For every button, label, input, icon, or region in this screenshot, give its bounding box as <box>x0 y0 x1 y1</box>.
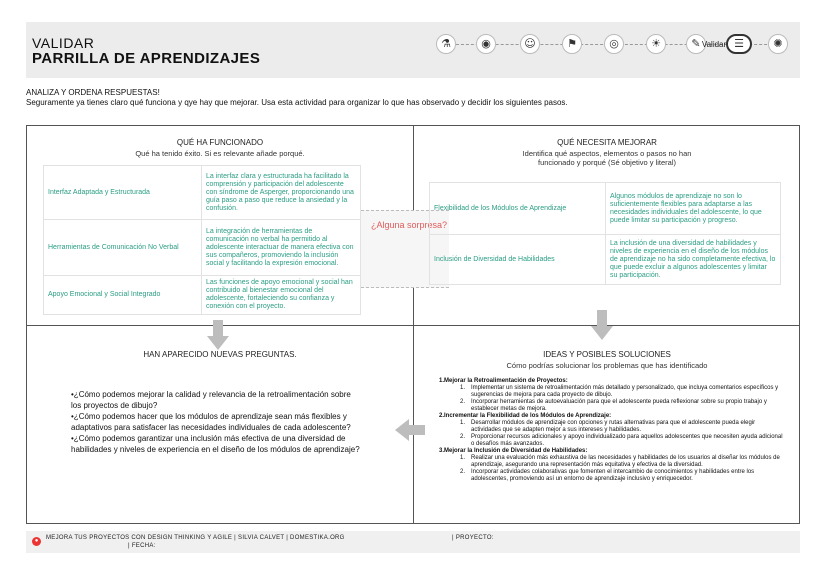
list-item <box>439 469 784 483</box>
flask-icon[interactable]: ⚗ <box>436 34 456 54</box>
list-item: •¿Cómo podemos hacer que los módulos de aprendizaje sean más flexibles y adaptativos para satisfacer las necesidades individuales de cada adolescente? <box>71 412 351 432</box>
lightbulb-icon[interactable]: ☀ <box>646 34 666 54</box>
worked-text[interactable]: La integración de herramientas de comunicación no verbal ha permitido al adolescente interactuar de manera efectiva con sus compañeros, promoviendo la inclusión social y facilitando la expresión emocional. <box>202 220 361 276</box>
worked-title: QUÉ HA FUNCIONADO <box>176 138 264 147</box>
item-number: 2. <box>459 434 465 440</box>
item-number: 1. <box>459 455 465 461</box>
questions-list <box>71 389 361 455</box>
signpost-icon[interactable]: ⚑ <box>562 34 582 54</box>
grid-divider-horizontal <box>27 325 799 326</box>
idea-heading: 1.Mejorar la Retroalimentación de Proyectos: <box>439 378 568 384</box>
target-icon[interactable]: ◎ <box>604 34 624 54</box>
worked-text[interactable]: Las funciones de apoyo emocional y social han contribuido al bienestar emocional del adolescente, fortaleciendo su confianza y conexión con el proyecto. <box>202 276 361 315</box>
people-icon[interactable]: ☺ <box>520 34 540 54</box>
item-text: Incorporar herramientas de autoevaluación para que el adolescente pueda reflexionar sobre su propio trabajo y establecer metas de mejora. <box>471 399 767 412</box>
improve-label[interactable]: Inclusión de Diversidad de Habilidades <box>430 235 606 285</box>
item-text: Incorporar actividades colaborativas que fomenten el intercambio de conocimientos y habilidades entre los adolescentes, promoviendo así un entorno de aprendizaje inclusivo y enriquecedor. <box>471 469 755 482</box>
item-number: 1. <box>459 385 465 391</box>
arrow-left-icon <box>395 419 425 441</box>
list-item <box>439 399 784 413</box>
worked-label[interactable]: Herramientas de Comunicación No Verbal <box>44 220 202 276</box>
list-item <box>439 434 784 448</box>
list-item: •¿Cómo podemos garantizar una inclusión más efectiva de una diversidad de habilidades y niveles de experiencia en el diseño de los módulos de aprendizaje? <box>71 434 360 454</box>
table-row <box>44 220 361 276</box>
page-title: PARRILLA DE APRENDIZAJES <box>32 50 261 67</box>
domestika-logo-icon: ● <box>32 537 41 546</box>
improve-subtitle-2: funcionado y porqué (Sé objetivo y literal) <box>538 158 676 167</box>
idea-heading: 2.Incrementar la Flexibilidad de los Módulos de Aprendizaje: <box>439 413 612 419</box>
table-row <box>44 166 361 220</box>
intro-text: Seguramente ya tienes claro qué funciona y qye hay que mejorar. Usa esta actividad para organizar lo que has observado y decidir los siguientes pasos. <box>26 98 568 107</box>
list-item <box>439 385 784 399</box>
brain-icon[interactable]: ◉ <box>476 34 496 54</box>
ideas-subtitle: Cómo podrías solucionar los problemas que has identificado <box>506 361 708 370</box>
item-number: 2. <box>459 399 465 405</box>
sparkle-icon[interactable]: ✺ <box>768 34 788 54</box>
questions-title: HAN APARECIDO NUEVAS PREGUNTAS. <box>143 350 297 359</box>
item-text: Realizar una evaluación más exhaustiva de las necesidades y habilidades de los usuarios al diseñar los módulos de aprendizaje, asegurando una representación más equitativa y efectiva de la diversidad. <box>471 455 780 468</box>
item-text: Proporcionar recursos adicionales y apoyo individualizado para aquellos adolescentes que necesiten ayuda adicional o desafíos más avanzados. <box>471 434 783 447</box>
improve-text[interactable]: La inclusión de una diversidad de habilidades y niveles de experiencia en el diseño de los módulos de aprendizaje no ha sido completamente efectiva, lo que puede excluir a algunos adolescentes y limitar su participación. <box>606 235 781 285</box>
item-text: Desarrollar módulos de aprendizaje con opciones y rutas alternativas para que el adolescente pueda elegir actividades que se adapten mejor a sus intereses y habilidades. <box>471 420 756 433</box>
pencil-icon[interactable]: ✎ <box>686 34 706 54</box>
table-row <box>430 235 781 285</box>
footer-credits: MEJORA TUS PROYECTOS CON DESIGN THINKING Y AGILE | SILVIA CALVET | DOMESTIKA.ORG <box>46 535 345 541</box>
improve-title: QUÉ NECESITA MEJORAR <box>557 138 657 147</box>
improve-label[interactable]: Flexibilidad de los Módulos de Aprendizaje <box>430 183 606 235</box>
table-row <box>430 183 781 235</box>
arrow-down-icon <box>591 310 613 340</box>
idea-heading: 3.Mejorar la Inclusión de Diversidad de Habilidades: <box>439 448 588 454</box>
worked-text[interactable]: La interfaz clara y estructurada ha facilitado la comprensión y participación del adolescente con síndrome de Asperger, proporcionando una guía paso a paso que reduce la ansiedad y la confusión. <box>202 166 361 220</box>
sticky-note-text: ¿Alguna sorpresa? <box>371 220 447 230</box>
footer-project: | PROYECTO: <box>452 535 494 541</box>
learning-grid <box>26 125 800 524</box>
intro <box>26 88 568 108</box>
improve-table <box>429 182 781 285</box>
item-text: Implementar un sistema de retroalimentación más detallado y personalizado, que incluya comentarios específicos y sugerencias de mejora para cada proyecto de dibujo. <box>471 385 779 398</box>
list-item <box>439 420 784 434</box>
list-item <box>439 455 784 469</box>
item-number: 2. <box>459 469 465 475</box>
process-steps <box>436 34 792 56</box>
item-number: 1. <box>459 420 465 426</box>
table-row <box>44 276 361 315</box>
list-item: •¿Cómo podemos mejorar la calidad y relevancia de la retroalimentación sobre los proyectos de dibujo? <box>71 390 351 410</box>
intro-heading: ANALIZA Y ORDENA RESPUESTAS! <box>26 88 160 97</box>
checklist-icon[interactable]: ☰ <box>726 34 752 54</box>
worked-label[interactable]: Interfaz Adaptada y Estructurada <box>44 166 202 220</box>
page-subtitle: VALIDAR <box>32 35 95 51</box>
arrow-down-icon <box>207 320 229 350</box>
active-step-label: Validar <box>701 40 727 49</box>
footer-date: | FECHA: <box>128 543 156 549</box>
header <box>26 22 800 78</box>
ideas-list <box>439 378 784 483</box>
improve-subtitle-1: Identifica qué aspectos, elementos o pasos no han <box>522 149 692 158</box>
worked-subtitle: Qué ha tenido éxito. Si es relevante añade porqué. <box>135 149 305 158</box>
worked-label[interactable]: Apoyo Emocional y Social Integrado <box>44 276 202 315</box>
ideas-title: IDEAS Y POSIBLES SOLUCIONES <box>543 350 671 359</box>
worked-table <box>43 165 361 315</box>
footer <box>26 531 800 553</box>
improve-text[interactable]: Algunos módulos de aprendizaje no son lo suficientemente flexibles para adaptarse a las necesidades individuales del adolescente, lo que puede limitar su participación y progreso. <box>606 183 781 235</box>
